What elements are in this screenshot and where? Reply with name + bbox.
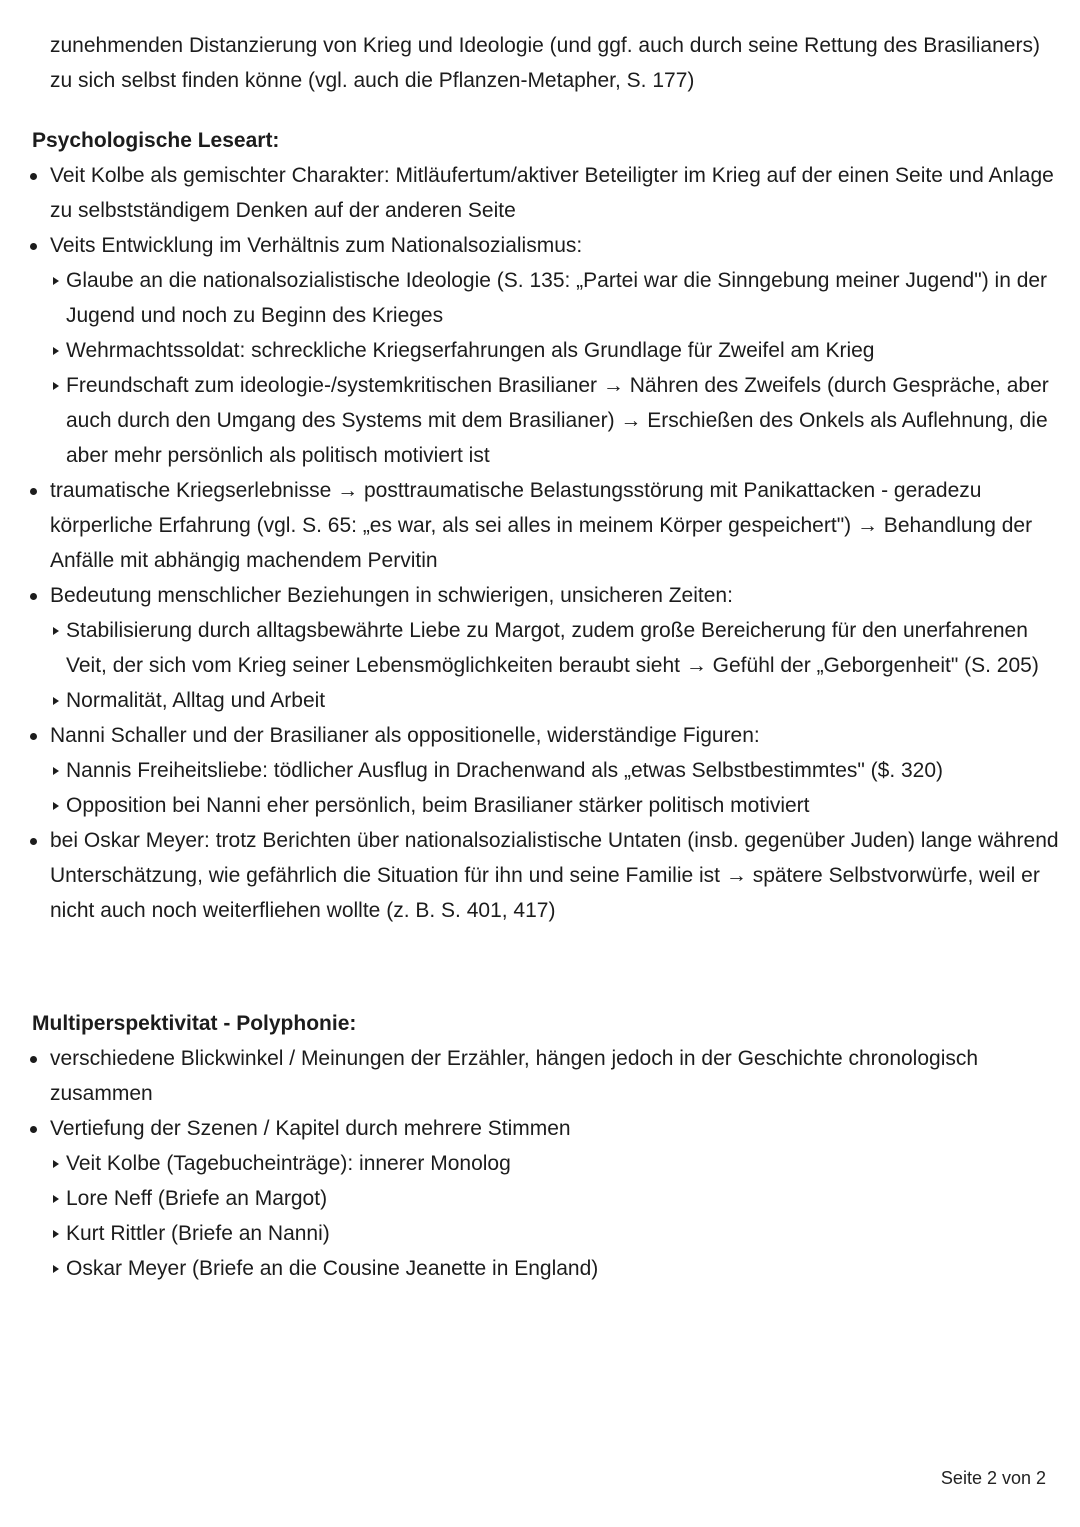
- triangle-bullet-icon: [53, 277, 59, 285]
- sub-list-item: [50, 1146, 1062, 1181]
- sub-list-item-text: Oskar Meyer (Briefe an die Cousine Jeanette in England): [66, 1257, 599, 1280]
- section-multiperspektivitat: [32, 1006, 1062, 1286]
- sub-list-item-text: Opposition bei Nanni eher persönlich, beim Brasilianer stärker politisch motiviert: [66, 794, 810, 817]
- sub-list-item-text: Kurt Rittler (Briefe an Nanni): [66, 1222, 330, 1245]
- list-item-text: bei Oskar Meyer: trotz Berichten über nationalsozialistische Untaten (insb. gegenüber Juden) lange während Unterschätzung, wie gefährlich die Situation für ihn und seine Familie ist → spätere Selbstvorwürfe, weil er nicht auch noch weiterfliehen wollte (z. B. S. 401, 417): [50, 829, 1059, 922]
- list-item: [32, 1111, 1062, 1286]
- list-item-text: Vertiefung der Szenen / Kapitel durch mehrere Stimmen: [50, 1117, 571, 1140]
- sub-list-item: [50, 753, 1062, 788]
- sub-list-item-text: Veit Kolbe (Tagebucheinträge): innerer Monolog: [66, 1152, 511, 1175]
- sub-list-item: [50, 613, 1062, 683]
- list-item: [32, 158, 1062, 228]
- bullet-dot-icon: [30, 1056, 37, 1063]
- sub-list-item: [50, 788, 1062, 823]
- sub-list-item-text: Stabilisierung durch alltagsbewährte Liebe zu Margot, zudem große Bereicherung für den unerfahrenen Veit, der sich vom Krieg seiner Lebensmöglichkeiten beraubt sieht → Gefühl der „Geborgenheit" (S. 205): [66, 619, 1039, 677]
- sub-list-item: [50, 1216, 1062, 1251]
- triangle-bullet-icon: [53, 767, 59, 775]
- bullet-dot-icon: [30, 593, 37, 600]
- triangle-bullet-icon: [53, 627, 59, 635]
- list-item-text: verschiedene Blickwinkel / Meinungen der Erzähler, hängen jedoch in der Geschichte chronologisch zusammen: [50, 1047, 979, 1105]
- sub-list-item: [50, 683, 1062, 718]
- page-number: Seite 2 von 2: [940, 1468, 1046, 1488]
- sub-list-item-text: Freundschaft zum ideologie-/systemkritischen Brasilianer → Nähren des Zweifels (durch Gespräche, aber auch durch den Umgang des Systems mit dem Brasilianer) → Erschießen des Onkels als Auflehnung, die aber mehr persönlich als politisch motiviert ist: [66, 374, 1049, 467]
- sub-list-item-text: Glaube an die nationalsozialistische Ideologie (S. 135: „Partei war die Sinngebung meiner Jugend") in der Jugend und noch zu Beginn des Krieges: [66, 269, 1048, 327]
- section-psychologische-leseart: [32, 123, 1062, 928]
- sub-list-item-text: Wehrmachtssoldat: schreckliche Kriegserfahrungen als Grundlage für Zweifel am Krieg: [66, 339, 875, 362]
- sub-list-item: [50, 333, 1062, 368]
- list-item: [32, 823, 1062, 928]
- bullet-dot-icon: [30, 488, 37, 495]
- list-item-text: Nanni Schaller und der Brasilianer als oppositionelle, widerständige Figuren:: [50, 724, 760, 747]
- sub-list-item: [50, 1251, 1062, 1286]
- triangle-bullet-icon: [53, 382, 59, 390]
- triangle-bullet-icon: [53, 1195, 59, 1203]
- sub-list-item: [50, 368, 1062, 473]
- section-heading: Psychologische Leseart:: [32, 129, 280, 152]
- list-item: [32, 228, 1062, 473]
- list-item-text: Bedeutung menschlicher Beziehungen in schwierigen, unsicheren Zeiten:: [50, 584, 733, 607]
- sub-list-item-text: Nannis Freiheitsliebe: tödlicher Ausflug in Drachenwand als „etwas Selbstbestimmtes" ($. 320): [66, 759, 944, 782]
- bullet-list: [32, 1041, 1062, 1286]
- triangle-bullet-icon: [53, 1265, 59, 1273]
- bullet-list: [32, 158, 1062, 928]
- sub-list-item-text: Normalität, Alltag und Arbeit: [66, 689, 326, 712]
- sub-list-item-text: Lore Neff (Briefe an Margot): [66, 1187, 328, 1210]
- intro-paragraph: zunehmenden Distanzierung von Krieg und Ideologie (und ggf. auch durch seine Rettung des Brasilianers) zu sich selbst finden könne (vgl. auch die Pflanzen-Metapher, S. 177): [50, 34, 1040, 92]
- bullet-dot-icon: [30, 838, 37, 845]
- sub-bullet-list: [50, 1146, 1062, 1286]
- bullet-dot-icon: [30, 733, 37, 740]
- sub-list-item: [50, 263, 1062, 333]
- list-item-text: Veit Kolbe als gemischter Charakter: Mitläufertum/aktiver Beteiligter im Krieg auf der einen Seite und Anlage zu selbstständigem Denken auf der anderen Seite: [50, 164, 1054, 222]
- list-item: [32, 718, 1062, 823]
- list-item-text: Veits Entwicklung im Verhältnis zum Nationalsozialismus:: [50, 234, 583, 257]
- sub-bullet-list: [50, 263, 1062, 473]
- triangle-bullet-icon: [53, 1160, 59, 1168]
- triangle-bullet-icon: [53, 802, 59, 810]
- sub-list-item: [50, 1181, 1062, 1216]
- triangle-bullet-icon: [53, 697, 59, 705]
- bullet-dot-icon: [30, 1126, 37, 1133]
- sub-bullet-list: [50, 753, 1062, 823]
- bullet-dot-icon: [30, 243, 37, 250]
- list-item: [32, 1041, 1062, 1111]
- list-item-text: traumatische Kriegserlebnisse → posttraumatische Belastungsstörung mit Panikattacken - geradezu körperliche Erfahrung (vgl. S. 65: „es war, als sei alles in meinem Körper gespeichert") → Behandlung der Anfälle mit abhängig machendem Pervitin: [50, 479, 1033, 572]
- triangle-bullet-icon: [53, 347, 59, 355]
- list-item: [32, 473, 1062, 578]
- sub-bullet-list: [50, 613, 1062, 718]
- list-item: [32, 578, 1062, 718]
- triangle-bullet-icon: [53, 1230, 59, 1238]
- section-heading: Multiperspektivitat - Polyphonie:: [32, 1012, 357, 1035]
- bullet-dot-icon: [30, 173, 37, 180]
